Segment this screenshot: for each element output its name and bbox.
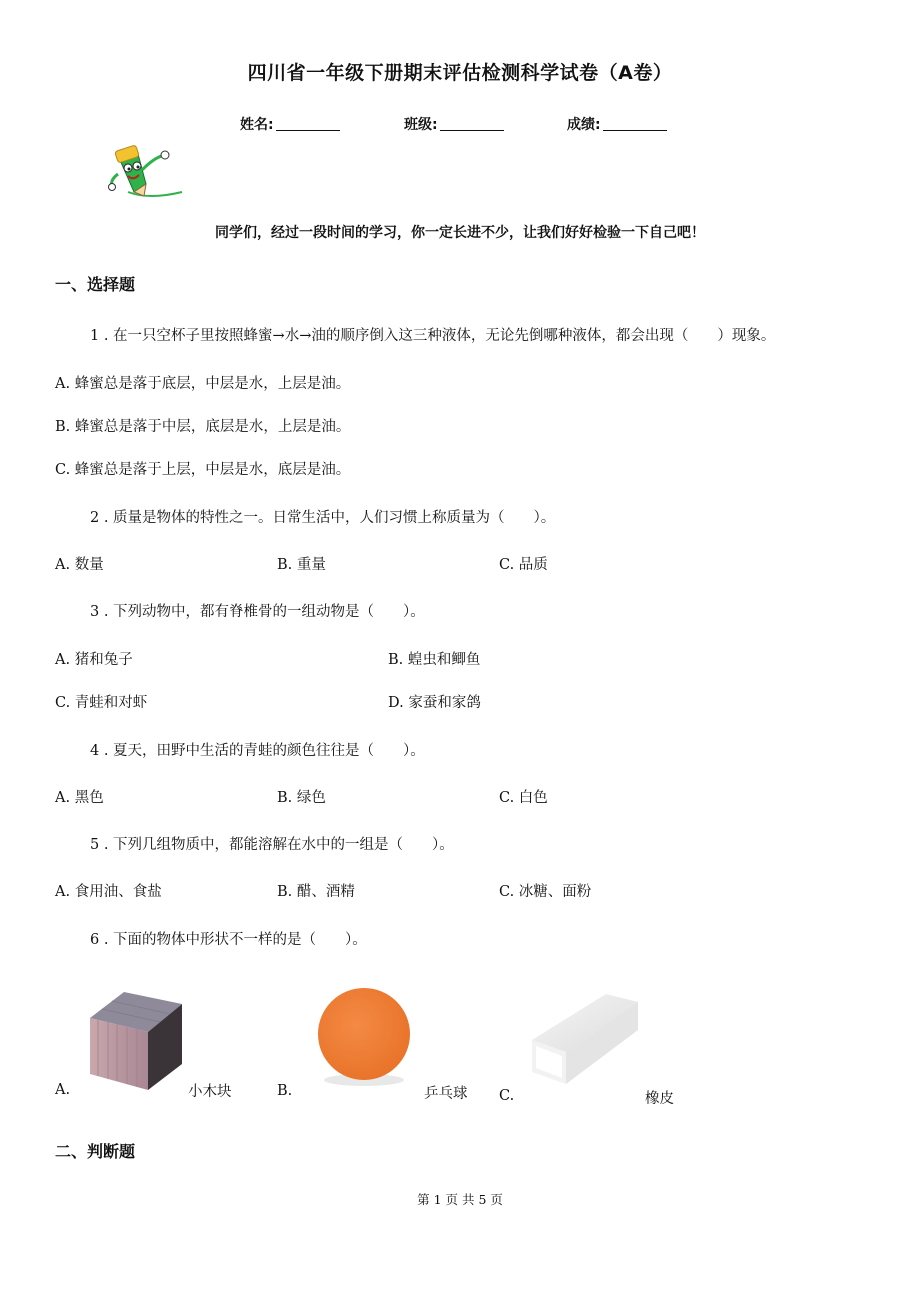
q1-option-b[interactable]: B. 蜂蜜总是落于中层，底层是水，上层是油。 — [55, 419, 351, 435]
q6-option-b[interactable]: B. — [277, 1083, 293, 1099]
q2-option-b[interactable]: B. 重量 — [277, 557, 326, 573]
question-3-stem: 3 . 下列动物中，都有脊椎骨的一组动物是（ ）。 — [90, 604, 425, 620]
question-1-stem: 1 . 在一只空杯子里按照蜂蜜→水→油的顺序倒入这三种液体，无论先倒哪种液体，都会出现（ ）现象。 — [90, 328, 776, 344]
question-6-stem: 6 . 下面的物体中形状不一样的是（ ）。 — [90, 932, 367, 948]
q5-option-a[interactable]: A. 食用油、食盐 — [55, 884, 162, 900]
score-label: 成绩: — [567, 117, 601, 133]
q4-option-a[interactable]: A. 黑色 — [55, 790, 104, 806]
score-field[interactable] — [567, 114, 667, 134]
q1-option-a[interactable]: A. 蜂蜜总是落于底层，中层是水，上层是油。 — [55, 376, 351, 392]
page-title: 四川省一年级下册期末评估检测科学试卷（A卷） — [247, 62, 673, 84]
q2-option-c[interactable]: C. 品质 — [499, 557, 548, 573]
section1-title: 一、选择题 — [55, 275, 136, 294]
q4-option-c[interactable]: C. 白色 — [499, 790, 548, 806]
wooden-block-image — [82, 988, 186, 1092]
name-label: 姓名: — [240, 117, 274, 133]
question-4-stem: 4 . 夏天，田野中生活的青蛙的颜色往往是（ ）。 — [90, 743, 425, 759]
q3-option-d[interactable]: D. 家蚕和家鸽 — [388, 695, 481, 711]
name-blank[interactable] — [276, 116, 340, 131]
section2-title: 二、判断题 — [55, 1142, 136, 1161]
wooden-block-label: 小木块 — [188, 1084, 232, 1100]
q5-option-c[interactable]: C. 冰糖、面粉 — [499, 884, 592, 900]
eraser-image — [528, 990, 640, 1090]
class-label: 班级: — [404, 117, 438, 133]
ping-pong-ball-label: 乒乓球 — [424, 1086, 468, 1102]
eraser-label: 橡皮 — [645, 1091, 674, 1107]
greeting-text: 同学们，经过一段时间的学习，你一定长进不少，让我们好好检验一下自己吧！ — [215, 225, 705, 241]
q3-option-c[interactable]: C. 青蛙和对虾 — [55, 695, 148, 711]
score-blank[interactable] — [603, 116, 667, 131]
name-field[interactable] — [240, 114, 340, 134]
q6-option-c[interactable]: C. — [499, 1088, 515, 1104]
q5-option-b[interactable]: B. 醋、酒精 — [277, 884, 355, 900]
q3-option-b[interactable]: B. 蝗虫和鲫鱼 — [388, 652, 481, 668]
class-blank[interactable] — [440, 116, 504, 131]
question-2-stem: 2 . 质量是物体的特性之一。日常生活中，人们习惯上称质量为（ ）。 — [90, 510, 556, 526]
q4-option-b[interactable]: B. 绿色 — [277, 790, 326, 806]
page-footer: 第 1 页 共 5 页 — [417, 1192, 503, 1207]
q6-option-a[interactable]: A. — [55, 1082, 71, 1098]
class-field[interactable] — [404, 114, 504, 134]
question-5-stem: 5 . 下列几组物质中，都能溶解在水中的一组是（ ）。 — [90, 837, 454, 853]
pencil-mascot-icon — [104, 140, 186, 204]
q1-option-c[interactable]: C. 蜂蜜总是落于上层，中层是水，底层是油。 — [55, 462, 351, 478]
ping-pong-ball-image — [310, 988, 416, 1088]
q2-option-a[interactable]: A. 数量 — [55, 557, 104, 573]
q3-option-a[interactable]: A. 猪和兔子 — [55, 652, 133, 668]
